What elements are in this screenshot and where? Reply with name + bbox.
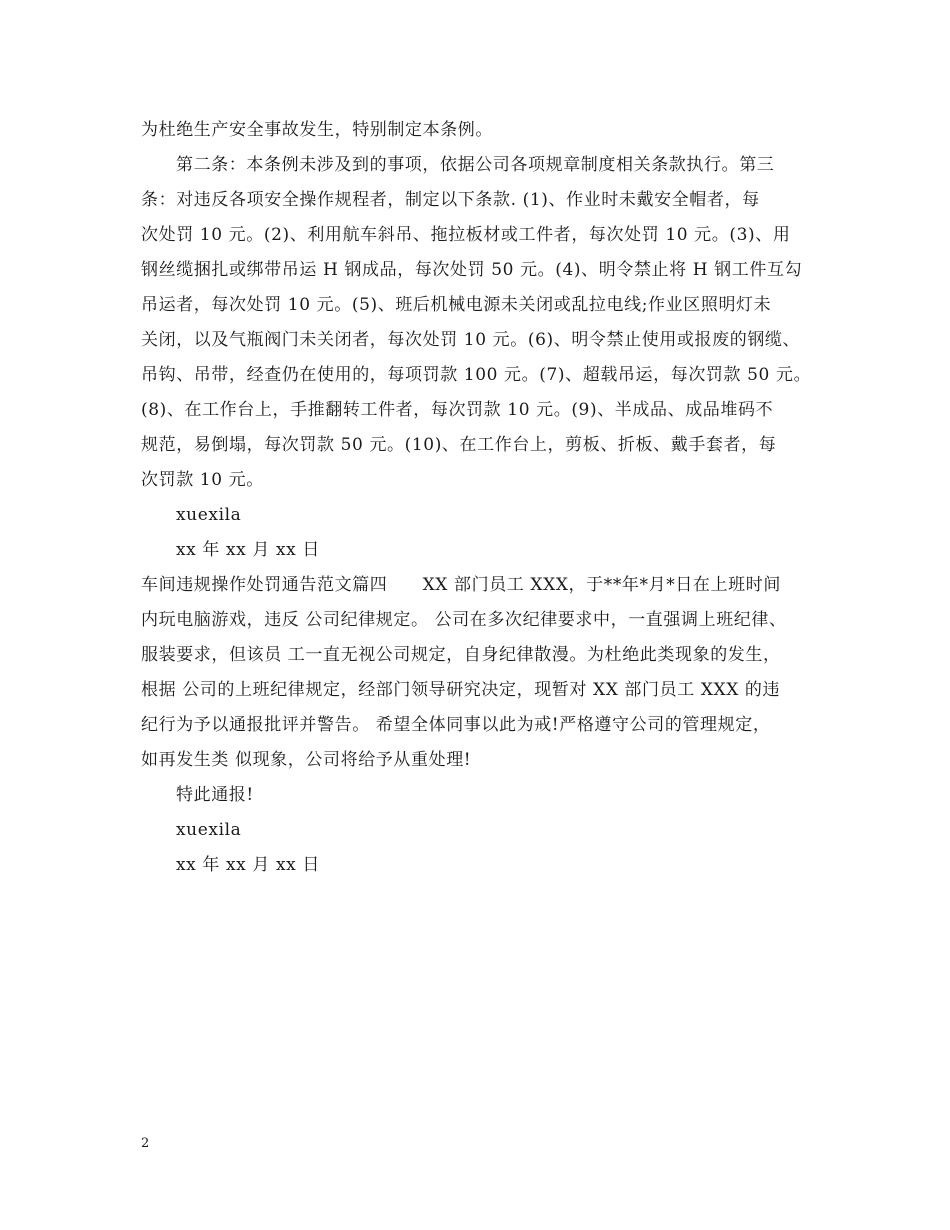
signature-name: xuexila: [176, 505, 242, 525]
text-line: 服装要求，但该员 工一直无视公司规定，自身纪律散漫。为杜绝此类现象的发生，: [141, 645, 781, 665]
text-line: (8)、在工作台上，手推翻转工件者，每次罚款 10 元。(9)、半成品、成品堆码不: [141, 400, 774, 420]
text-line: 关闭，以及气瓶阀门未关闭者，每次处罚 10 元。(6)、明令禁止使用或报废的钢缆、: [141, 330, 801, 350]
text-line: 规范，易倒塌，每次罚款 50 元。(10)、在工作台上，剪板、折板、戴手套者，每: [141, 435, 777, 455]
text-line: 纪行为予以通报批评并警告。 希望全体同事以此为戒!严格遵守公司的管理规定，: [141, 715, 771, 735]
text-line: 条：对违反各项安全操作规程者，制定以下条款. (1)、作业时未戴安全帽者，每: [141, 190, 760, 210]
text-line: 次罚款 10 元。: [141, 470, 264, 490]
text-line: 第二条：本条例未涉及到的事项，依据公司各项规章制度相关条款执行。第三: [176, 155, 775, 175]
text-line: 如再发生类 似现象，公司将给予从重处理!: [141, 750, 472, 770]
text-line: 吊钩、吊带，经查仍在使用的，每项罚款 100 元。(7)、超载吊运，每次罚款 50 元。: [141, 365, 812, 385]
text-line: 次处罚 10 元。(2)、利用航车斜吊、拖拉板材或工件者，每次处罚 10 元。(3)、用: [141, 225, 791, 245]
signature-date: xx 年 xx 月 xx 日: [176, 855, 320, 875]
text-line: 吊运者，每次处罚 10 元。(5)、班后机械电源未关闭或乱拉电线;作业区照明灯未: [141, 295, 772, 315]
page-number: 2: [141, 1136, 150, 1151]
text-line: 根据 公司的上班纪律规定，经部门领导研究决定，现暂对 XX 部门员工 XXX 的违: [141, 680, 781, 700]
signature-date: xx 年 xx 月 xx 日: [176, 540, 320, 560]
text-line: 为杜绝生产安全事故发生，特别制定本条例。: [141, 120, 493, 140]
section-heading-line: 车间违规操作处罚通告范文篇四 XX 部门员工 XXX，于**年*月*日在上班时间: [141, 575, 781, 595]
closing-line: 特此通报!: [176, 785, 254, 805]
signature-name: xuexila: [176, 820, 242, 840]
text-line: 内玩电脑游戏，违反 公司纪律规定。 公司在多次纪律要求中，一直强调上班纪律、: [141, 610, 787, 630]
text-line: 钢丝缆捆扎或绑带吊运 H 钢成品，每次处罚 50 元。(4)、明令禁止将 H 钢工件互勾: [141, 260, 803, 280]
